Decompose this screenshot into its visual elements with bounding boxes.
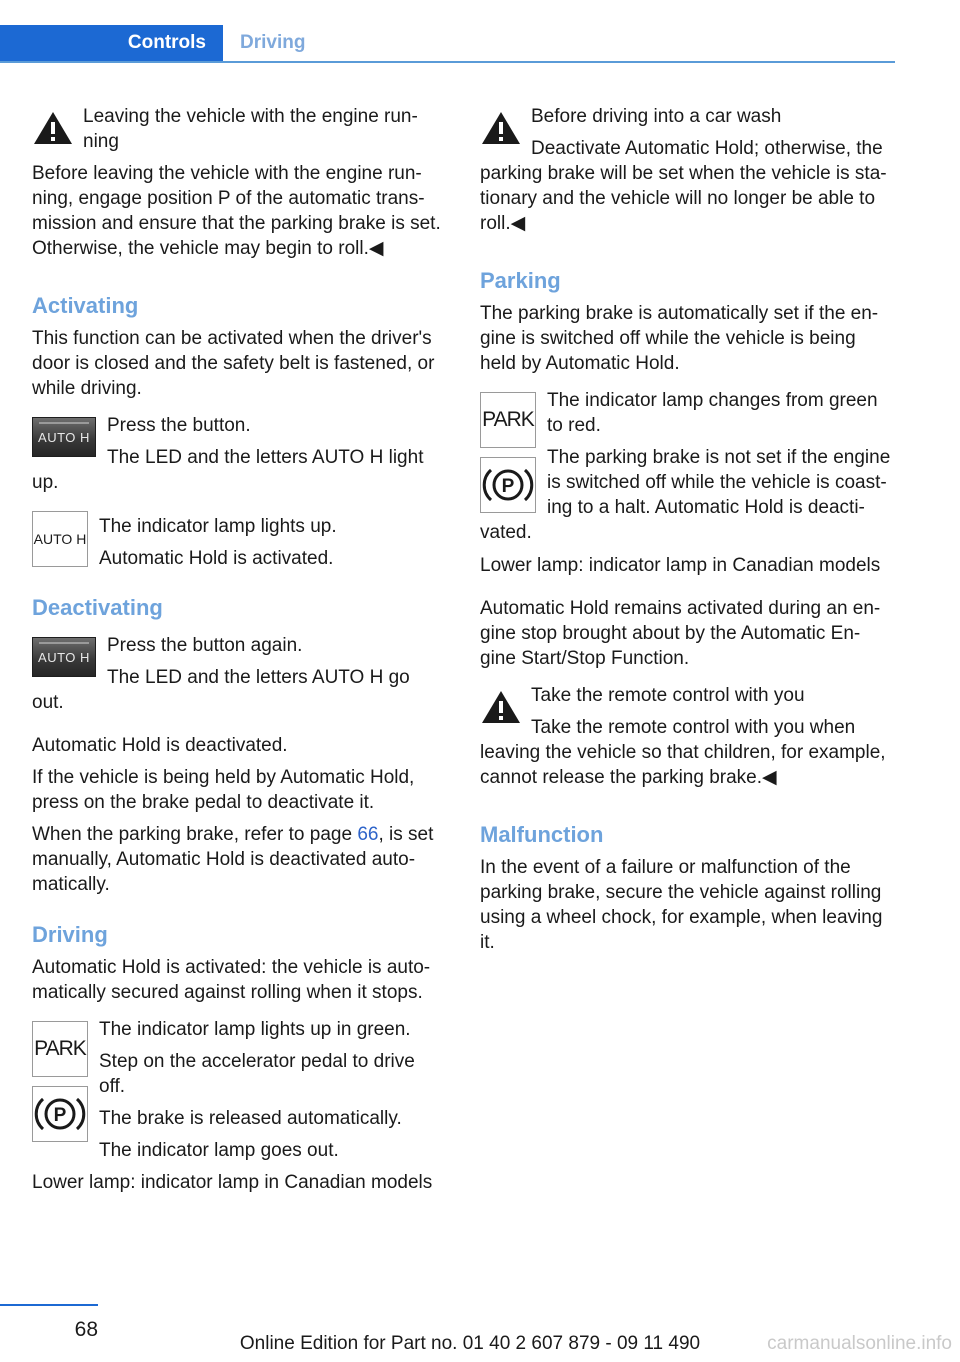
body-line: it.	[480, 932, 495, 953]
park-lamp-icon: PARK	[480, 392, 536, 448]
body-line: gine Start/Stop Function.	[480, 648, 690, 669]
body-line: gine stop brought about by the Automatic En‐	[480, 623, 861, 644]
status-text: The indicator lamp lights up in green.	[99, 1019, 411, 1040]
caption: Lower lamp: indicator lamp in Canadian models	[32, 1172, 433, 1193]
warning-triangle-icon	[32, 110, 74, 146]
body-line: press on the brake pedal to deactivate it.	[32, 792, 375, 813]
instruction: Press the button again.	[107, 635, 303, 656]
body-line: is switched off while the vehicle is coast‐	[547, 472, 887, 493]
warning-body-line: Take the remote control with you when	[531, 717, 856, 738]
warning-body-line: Otherwise, the vehicle may begin to roll.◀	[32, 238, 384, 259]
status-text: Automatic Hold is activated.	[99, 548, 334, 569]
body-line: This function can be activated when the driver's	[32, 328, 432, 349]
body-line: Automatic Hold is activated: the vehicle is auto‐	[32, 957, 431, 978]
heading-driving: Driving	[32, 922, 108, 947]
svg-text:P: P	[53, 1105, 67, 1126]
body-line: ing to a halt. Automatic Hold is deacti‐	[547, 497, 865, 518]
body-line: parking brake, secure the vehicle against rolling	[480, 882, 882, 903]
warning-body-line: parking brake will be set when the vehicle is sta‐	[480, 163, 887, 184]
page-link[interactable]: 66	[357, 824, 379, 845]
warning-triangle-icon	[480, 689, 522, 725]
body-line: using a wheel chock, for example, when leaving	[480, 907, 883, 928]
tab-controls[interactable]: Controls	[0, 25, 223, 61]
warning-body-line: leaving the vehicle so that children, for example,	[480, 742, 886, 763]
parking-brake-lamp-icon	[480, 457, 536, 513]
instruction-cont: up.	[32, 472, 59, 493]
tab-driving[interactable]: Driving	[240, 32, 306, 53]
body-line: The parking brake is automatically set if the en‐	[480, 303, 879, 324]
warning-body-line: cannot release the parking brake.◀	[480, 767, 777, 788]
instruction-cont: out.	[32, 692, 64, 713]
instruction: Press the button.	[107, 415, 251, 436]
body-line: gine is switched off while the vehicle is being	[480, 328, 856, 349]
warning-body-line: mission and ensure that the parking brake is set.	[32, 213, 441, 234]
page-number: 68	[74, 1318, 98, 1341]
auto-h-lamp-icon: AUTO H	[32, 511, 88, 567]
warning-title: Take the remote control with you	[531, 685, 805, 706]
instruction: Step on the accelerator pedal to drive	[99, 1051, 415, 1072]
warning-title: Leaving the vehicle with the engine run‐	[83, 106, 418, 127]
body-line: The parking brake is not set if the engine	[547, 447, 891, 468]
warning-triangle-icon	[480, 110, 522, 146]
parking-brake-lamp-icon	[32, 1086, 88, 1142]
status-text-cont: to red.	[547, 415, 601, 436]
heading-parking: Parking	[480, 268, 561, 293]
status-text: The indicator lamp changes from green	[547, 390, 878, 411]
watermark: carmanualsonline.info	[767, 1333, 952, 1354]
heading-malfunction: Malfunction	[480, 822, 604, 847]
warning-body-line: Before leaving the vehicle with the engine run‐	[32, 163, 422, 184]
body-line: door is closed and the safety belt is fastened, or	[32, 353, 435, 374]
warning-title: Before driving into a car wash	[531, 106, 782, 127]
body-line: matically secured against rolling when it stops.	[32, 982, 423, 1003]
warning-body-line: ning, engage position P of the automatic trans‐	[32, 188, 425, 209]
park-lamp-icon: PARK	[32, 1021, 88, 1077]
auto-h-button-icon: AUTO H	[32, 417, 96, 457]
body-line: manually, Automatic Hold is deactivated auto‐	[32, 849, 416, 870]
edition-text: Online Edition for Part no. 01 40 2 607 879 - 09 11 490	[239, 1333, 701, 1354]
instruction: The LED and the letters AUTO H go	[107, 667, 410, 688]
warning-title-cont: ning	[83, 131, 119, 152]
instruction: The LED and the letters AUTO H light	[107, 447, 424, 468]
footer-rule	[0, 1304, 98, 1306]
svg-text:P: P	[501, 476, 515, 497]
warning-body-line: roll.◀	[480, 213, 526, 234]
status-text: The indicator lamp goes out.	[99, 1140, 339, 1161]
body-line: held by Automatic Hold.	[480, 353, 680, 374]
body-line: while driving.	[32, 378, 142, 399]
warning-body-line: Deactivate Automatic Hold; otherwise, the	[531, 138, 883, 159]
body-line: In the event of a failure or malfunction of the	[480, 857, 851, 878]
body-line: If the vehicle is being held by Automatic Hold,	[32, 767, 415, 788]
caption: Lower lamp: indicator lamp in Canadian models	[480, 555, 881, 576]
body-line: When the parking brake, refer to page 66, is set	[32, 824, 434, 845]
auto-h-button-icon: AUTO H	[32, 637, 96, 677]
status-text: The indicator lamp lights up.	[99, 516, 337, 537]
instruction-cont: off.	[99, 1076, 126, 1097]
body-line: vated.	[480, 522, 532, 543]
body-line: Automatic Hold is deactivated.	[32, 735, 288, 756]
heading-deactivating: Deactivating	[32, 595, 163, 620]
status-text: The brake is released automatically.	[99, 1108, 402, 1129]
body-line: Automatic Hold remains activated during an en‐	[480, 598, 881, 619]
chapter-header	[0, 25, 895, 63]
heading-activating: Activating	[32, 293, 139, 318]
body-line: matically.	[32, 874, 110, 895]
warning-body-line: tionary and the vehicle will no longer be able to	[480, 188, 876, 209]
